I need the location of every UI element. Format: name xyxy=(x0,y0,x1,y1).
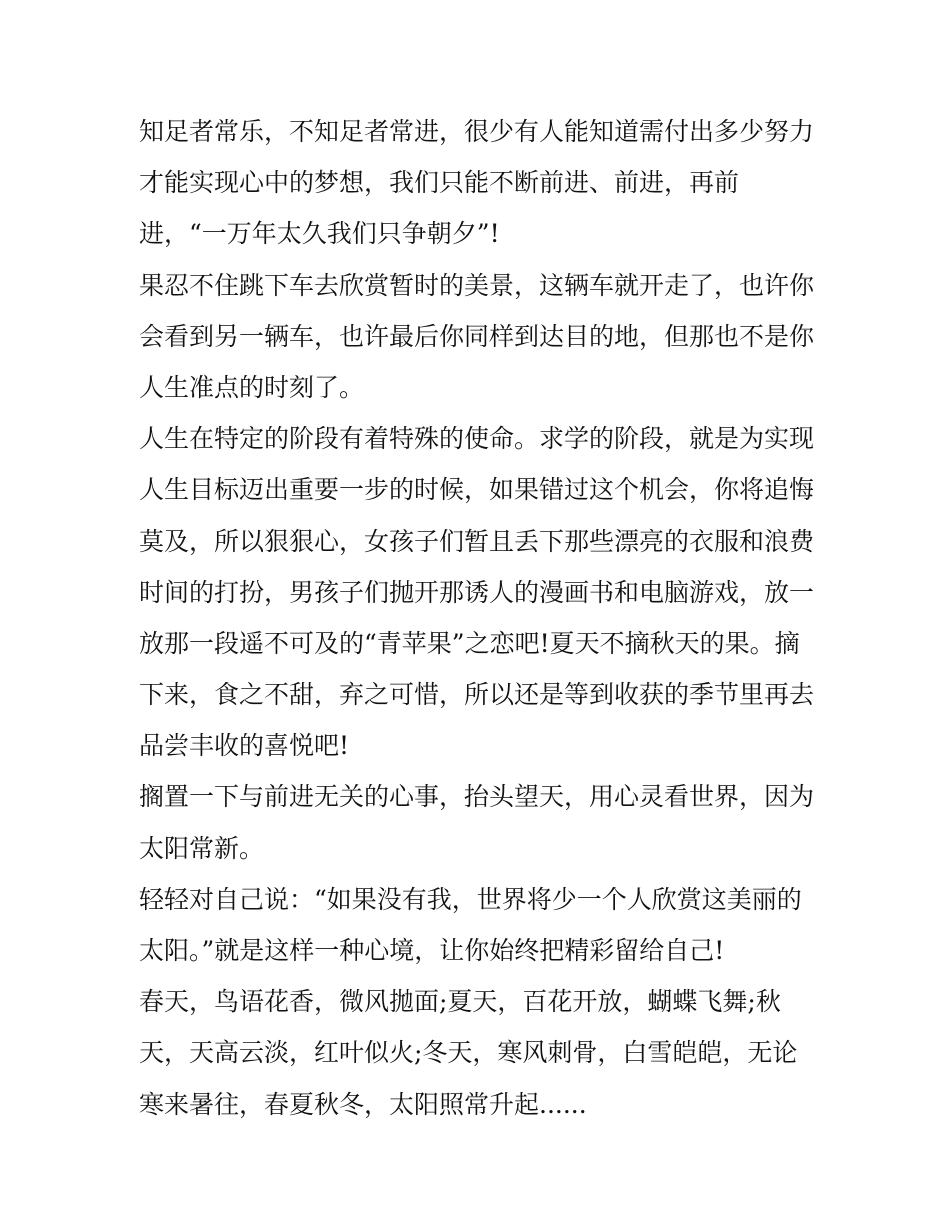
text-line: 人生准点的时刻了。 xyxy=(139,372,365,402)
text-line: 时间的打扮，男孩子们抛开那诱人的漫画书和电脑游戏，放一 xyxy=(139,577,815,607)
text-line: 莫及，所以狠狠心，女孩子们暂且丢下那些漂亮的衣服和浪费 xyxy=(139,526,815,556)
text-line: 才能实现心中的梦想，我们只能不断前进、前进，再前 xyxy=(139,168,740,198)
text-line: 天，天高云淡，红叶似火;冬天，寒风刺骨，白雪皑皑，无论 xyxy=(139,1038,798,1068)
text-line: 人生目标迈出重要一步的时候，如果错过这个机会，你将追悔 xyxy=(139,475,815,505)
text-line: 太阳。”就是这样一种心境，让你始终把精彩留给自己! xyxy=(139,936,725,965)
body-text xyxy=(139,106,829,1130)
text-line: 人生在特定的阶段有着特殊的使命。求学的阶段，就是为实现 xyxy=(139,424,815,454)
text-line: 进，“一万年太久我们只争朝夕”! xyxy=(139,219,500,249)
text-line: 轻轻对自己说：“如果没有我，世界将少一个人欣赏这美丽的 xyxy=(139,884,802,914)
text-line: 春天，鸟语花香，微风拋面;夏天，百花开放，蝴蝶飞舞;秋 xyxy=(139,987,781,1017)
text-line: 知足者常乐，不知足者常进，很少有人能知道需付出多少努力 xyxy=(139,117,815,146)
text-line: 会看到另一辆车，也许最后你同样到达目的地，但那也不是你 xyxy=(139,321,815,351)
text-line: 太阳常新。 xyxy=(139,833,265,863)
text-line: 果忍不住跳下车去欣赏暂时的美景，这辆车就开走了，也许你 xyxy=(139,270,815,300)
text-line: 下来，食之不甜，弃之可惜，所以还是等到收获的季节里再去 xyxy=(139,680,815,710)
text-line: 寒来暑往，春夏秋冬，太阳照常升起...... xyxy=(139,1089,587,1119)
text-line: 放那一段遥不可及的“青苹果”之恋吧!夏天不摘秋天的果。摘 xyxy=(139,628,800,658)
text-line: 搁置一下与前进无关的心事，抬头望天，用心灵看世界，因为 xyxy=(139,782,815,812)
text-line: 品尝丰收的喜悦吧! xyxy=(139,731,350,761)
